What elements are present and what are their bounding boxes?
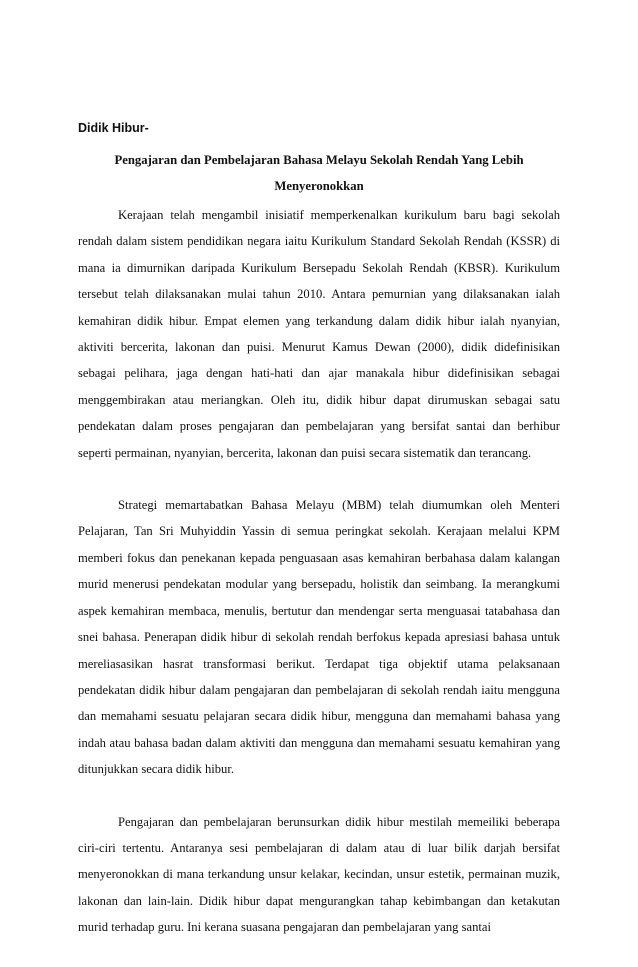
document-title	[78, 147, 560, 199]
paragraph-2: Strategi memartabatkan Bahasa Melayu (MBM) telah diumumkan oleh Menteri Pelajaran, Tan Sri Muhyiddin Yassin di semua peringkat sekolah. Kerajaan melalui KPM memberi fokus dan penekanan kepada penguasaan asas kemahiran berbahasa dalam kalangan murid menerusi pendekatan modular yang bersepadu, holistik dan seimbang. Ia merangkumi aspek kemahiran membaca, menulis, bertutur dan mendengar serta menguasai tatabahasa dan snei bahasa. Penerapan didik hibur di sekolah rendah berfokus kepada apresiasi bahasa untuk mereliasasikan hasrat transformasi berikut. Terdapat tiga objektif utama pelaksanaan pendekatan didik hibur dalam pengajaran dan pembelajaran di sekolah rendah iaitu mengguna dan memahami sesuatu pelajaran secara didik hibur, mengguna dan memahami bahasa yang indah atau bahasa badan dalam aktiviti dan mengguna dan memahami sesuatu kemahiran yang ditunjukkan secara didik hibur.	[78, 498, 560, 777]
section-heading: Didik Hibur-	[78, 121, 149, 135]
title-line-2: Menyeronokkan	[274, 179, 364, 193]
document-body	[78, 202, 560, 967]
paragraph-3: Pengajaran dan pembelajaran berunsurkan didik hibur mestilah memeiliki beberapa ciri-ciri tertentu. Antaranya sesi pembelajaran di dalam atau di luar bilik darjah bersifat menyeronokkan di mana terkandung unsur kelakar, kecindan, unsur estetik, permainan muzik, lakonan dan lain-lain. Didik hibur dapat mengurangkan tahap kebimbangan dan ketakutan murid terhadap guru. Ini kerana suasana pengajaran dan pembelajaran yang santai	[78, 814, 560, 935]
title-line-1: Pengajaran dan Pembelajaran Bahasa Melayu Sekolah Rendah Yang Lebih	[114, 153, 524, 167]
paragraph-1: Kerajaan telah mengambil inisiatif memperkenalkan kurikulum baru bagi sekolah rendah dalam sistem pendidikan negara iaitu Kurikulum Standard Sekolah Rendah (KSSR) di mana ia dimurnikan daripada Kurikulum Bersepadu Sekolah Rendah (KBSR). Kurikulum tersebut telah dilaksanakan mulai tahun 2010. Antara pemurnian yang dilaksanakan ialah kemahiran didik hibur. Empat elemen yang terkandung dalam didik hibur ialah nyanyian, aktiviti bercerita, lakonan dan puisi. Menurut Kamus Dewan (2000), didik didefinisikan sebagai pelihara, jaga dengan hati-hati dan ajar manakala hibur didefinisikan sebagai menggembirakan atau meriangkan. Oleh itu, didik hibur dapat dirumuskan sebagai satu pendekatan dalam proses pengajaran dan pembelajaran yang bersifat santai dan berhibur seperti permainan, nyanyian, bercerita, lakonan dan puisi secara sistematik dan terancang.	[78, 208, 560, 460]
